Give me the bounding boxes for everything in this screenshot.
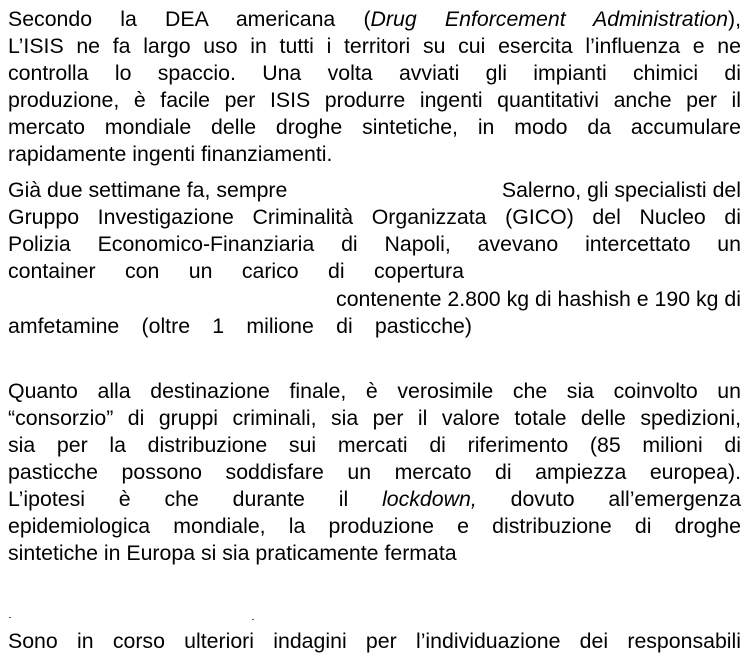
p1-line-1	[8, 6, 741, 32]
p3-line-4: pasticche possono soddisfare un mercato di ampiezza europea).	[8, 460, 741, 484]
p4-line-1: Sono in corso ulteriori indagini per l’individuazione dei responsabili	[8, 629, 741, 653]
p1-line-3: controlla lo spaccio. Una volta avviati gli impianti chimici di	[8, 61, 741, 85]
p3-line-7: sintetiche in Europa si sia praticamente fermata	[8, 541, 457, 565]
p1-line-1-c: ),	[727, 7, 741, 31]
p3-line-5-italic: lockdown,	[382, 487, 477, 511]
scan-artifact-dot	[252, 619, 254, 620]
p2-line-2: Gruppo Investigazione Criminalità Organizzata (GICO) del Nucleo di	[8, 205, 741, 229]
p3-line-1: Quanto alla destinazione finale, è verosimile che sia coinvolto un	[8, 379, 741, 403]
p2-line-1-left: Già due settimane fa, sempre	[8, 178, 288, 202]
p2-line-5: contenente 2.800 kg di hashish e 190 kg di	[336, 287, 741, 311]
p1-line-1-a: Secondo la DEA americana (	[8, 7, 371, 31]
p3-line-5-c: dovuto all’emergenza	[510, 487, 741, 511]
p3-line-5	[8, 486, 741, 512]
scan-artifact-dot	[9, 617, 11, 618]
p2-line-4: container con un carico di copertura	[8, 259, 464, 283]
p1-line-6: rapidamente ingenti finanziamenti.	[8, 142, 333, 166]
p3-line-2: “consorzio” di gruppi criminali, sia per il valore totale delle spedizioni,	[8, 406, 741, 430]
p2-line-3: Polizia Economico-Finanziaria di Napoli, avevano intercettato un	[8, 232, 741, 256]
p3-line-5-a: L’ipotesi è che durante il	[8, 487, 349, 511]
p1-line-2: L’ISIS ne fa largo uso in tutti i territori su cui esercita l’influenza e ne	[8, 34, 741, 58]
p2-line-1-right: Salerno, gli specialisti del	[501, 178, 741, 202]
p1-line-1-italic: Drug Enforcement Administration	[370, 7, 728, 31]
p1-line-4: produzione, è facile per ISIS produrre ingenti quantitativi anche per il	[8, 88, 741, 112]
p3-line-3: sia per la distribuzione sui mercati di riferimento (85 milioni di	[8, 433, 741, 457]
p3-line-6: epidemiologica mondiale, la produzione e distribuzione di droghe	[8, 514, 741, 538]
p1-line-5: mercato mondiale delle droghe sintetiche, in modo da accumulare	[8, 115, 741, 139]
p2-line-6: amfetamine (oltre 1 milione di pasticche)	[8, 314, 472, 338]
